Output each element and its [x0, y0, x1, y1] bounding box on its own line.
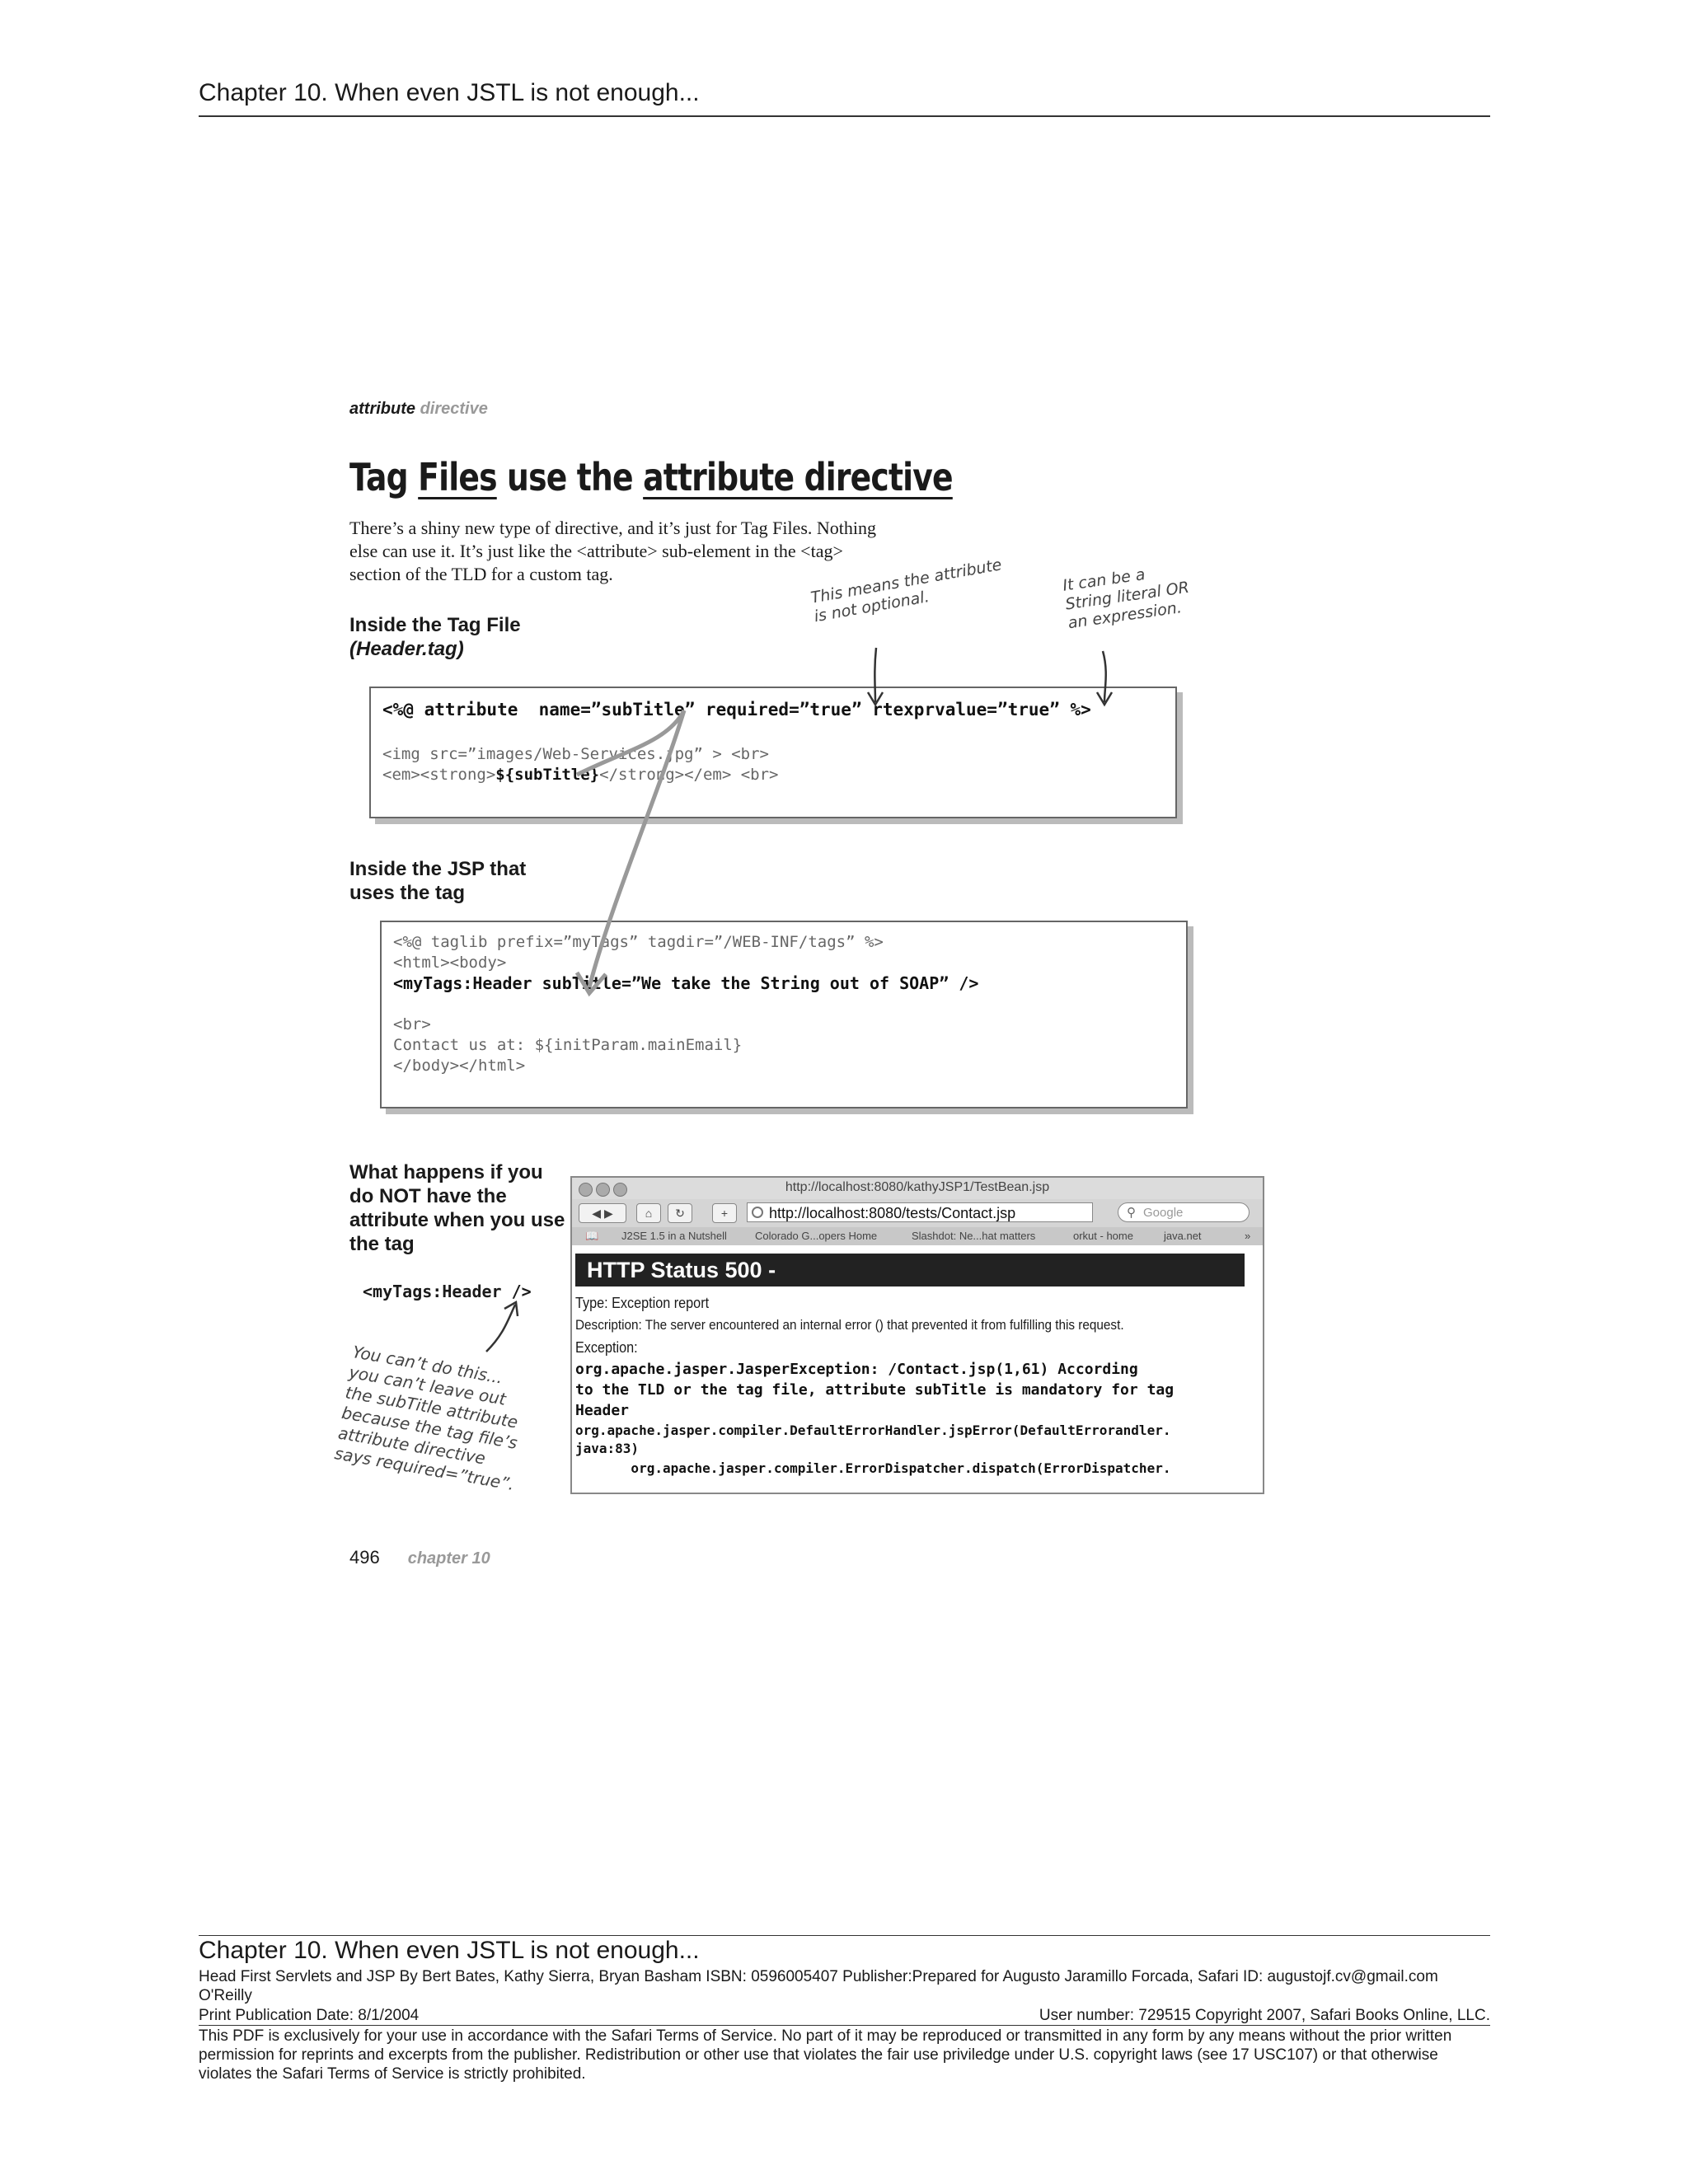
address-bar[interactable] [747, 1202, 1093, 1222]
stack-line: java:83) [575, 1441, 640, 1456]
footer-rule [199, 1935, 1490, 1936]
code-line: Contact us at: ${initParam.mainEmail} [393, 1036, 743, 1054]
arrow-required [874, 648, 876, 702]
type-line: Type: Exception report [575, 1295, 710, 1311]
page-number: 496 [349, 1547, 380, 1568]
globe-icon [752, 1207, 763, 1218]
attribute-directive-line: <%@ attribute name=”subTitle” required=”true” rtexprvalue=”true” %> [382, 700, 1091, 719]
description-line: Description: The server encountered an internal error () that prevented it from fulfilling this request. [575, 1317, 1124, 1333]
footer-title: Chapter 10. When even JSTL is not enough... [199, 1937, 700, 1964]
note-not-optional: This means the attribute is not optional. [809, 555, 1004, 626]
http-status-heading: HTTP Status 500 - [575, 1254, 1245, 1286]
browser-toolbar [572, 1199, 1263, 1227]
code-fragment: </strong></em> <br> [599, 766, 779, 784]
arrow-rtexpr [1103, 651, 1106, 702]
subhead-tag-file-line2: (Header.tag) [349, 638, 464, 660]
arrow-subtitle-use [577, 710, 684, 775]
code-fragment: <em><strong> [382, 766, 496, 784]
home-icon[interactable]: ⌂ [636, 1203, 661, 1223]
stack-line: org.apache.jasper.compiler.ErrorDispatcher.dispatch(ErrorDispatcher. [575, 1460, 1171, 1476]
running-header: Chapter 10. When even JSTL is not enough... [199, 79, 700, 106]
bookmark-item[interactable]: java.net [1164, 1230, 1202, 1242]
bookmark-item[interactable]: Colorado G...opers Home [755, 1230, 878, 1242]
search-icon: ⚲ [1127, 1206, 1136, 1220]
arrow-cant [486, 1305, 515, 1352]
note-cant-do-this: You can’t do this... you can’t leave out the subTitle attribute because the tag file’s attribute directive says required=”true”. [333, 1342, 520, 1495]
kicker-light: directive [420, 400, 488, 418]
code-line: <br> [393, 1015, 431, 1033]
browser-window-title: http://localhost:8080/kathyJSP1/TestBean.jsp [785, 1180, 1050, 1194]
kicker-bold: attribute [349, 400, 415, 418]
code-line: <html><body> [393, 954, 507, 972]
code-line: <img src=”images/Web-Services.jpg” > <br> [382, 745, 769, 763]
more-bookmarks-icon[interactable]: » [1245, 1230, 1251, 1242]
footer-user-line: User number: 729515 Copyright 2007, Safari Books Online, LLC. [1039, 2007, 1490, 2024]
add-bookmark-icon[interactable]: + [712, 1203, 737, 1223]
note-string-literal: It can be a String literal OR an expression. [1062, 565, 1191, 633]
title-part-2: Files [418, 455, 497, 499]
browser-titlebar [572, 1178, 1263, 1199]
subhead-jsp-line2: uses the tag [349, 882, 466, 904]
bookmarks-icon[interactable]: 📖 [585, 1230, 599, 1242]
browser-window [570, 1176, 1264, 1494]
code-line-bold: <myTags:Header subTitle=”We take the String out of SOAP” /> [393, 973, 979, 993]
page-folio [349, 1547, 490, 1568]
title-part-4: attribute directive [643, 455, 953, 499]
exception-line: Header [575, 1402, 630, 1419]
title-part-1: Tag [349, 455, 419, 499]
bookmarks-bar [572, 1227, 1263, 1245]
footer-terms: This PDF is exclusively for your use in accordance with the Safari Terms of Service. No part of it may be reproduced or transmitted in any form by any means without the prior written permission for reprints and excerpts from the publisher. Redistribution or other use that violates the fair use priviledge under U.S. copyright laws (see 17 USC107) or that otherwise violates the Safari Terms of Service is strictly prohibited. [199, 2027, 1452, 2083]
stack-line: org.apache.jasper.compiler.DefaultErrorHandler.jspError(DefaultErrorandler. [575, 1422, 1171, 1438]
back-forward-button[interactable]: ◀ ▶ [579, 1203, 626, 1223]
subhead-missing-attribute: What happens if you do NOT have the attribute when you use the tag [349, 1161, 565, 1255]
title-part-3: use the [496, 455, 644, 499]
subhead-tag-file-line1: Inside the Tag File [349, 614, 521, 636]
bookmark-item[interactable]: orkut - home [1073, 1230, 1133, 1242]
footer-publisher: O'Reilly [199, 1987, 252, 2004]
folio-chapter: chapter 10 [407, 1549, 490, 1568]
footer-pub-date: Print Publication Date: 8/1/2004 [199, 2007, 420, 2024]
bookmark-item[interactable]: Slashdot: Ne...hat matters [912, 1230, 1036, 1242]
exception-line: to the TLD or the tag file, attribute subTitle is mandatory for tag [575, 1381, 1175, 1399]
arrow-subtitle-jsp [589, 710, 684, 987]
tag-usage-code: <myTags:Header /> [363, 1282, 532, 1301]
intro-paragraph: There’s a shiny new type of directive, and it’s just for Tag Files. Nothing else can use it. It’s just like the <attribute> sub-element in the <tag> section of the TLD for a custom tag. [349, 518, 876, 584]
address-url: http://localhost:8080/tests/Contact.jsp [769, 1205, 1016, 1221]
search-field[interactable] [1118, 1202, 1250, 1222]
bookmark-item[interactable]: J2SE 1.5 in a Nutshell [621, 1230, 727, 1242]
subhead-jsp-line1: Inside the JSP that [349, 858, 527, 880]
reload-icon[interactable]: ↻ [668, 1203, 692, 1223]
code-line: </body></html> [393, 1057, 526, 1075]
footer-book-line: Head First Servlets and JSP By Bert Bates, Kathy Sierra, Bryan Basham ISBN: 0596005407 Publisher:Prepared for Augusto Jaramillo Forcada, Safari ID: augustojf.cv@gmail.com [199, 1968, 1438, 1985]
footer-divider [199, 2025, 1490, 2026]
code-line: <%@ taglib prefix=”myTags” tagdir=”/WEB-INF/tags” %> [393, 933, 884, 951]
exception-line: org.apache.jasper.JasperException: /Contact.jsp(1,61) According [575, 1361, 1138, 1378]
search-placeholder: Google [1143, 1206, 1184, 1220]
code-fragment-bold: ${subTitle} [495, 766, 600, 784]
exception-label: Exception: [575, 1339, 638, 1356]
